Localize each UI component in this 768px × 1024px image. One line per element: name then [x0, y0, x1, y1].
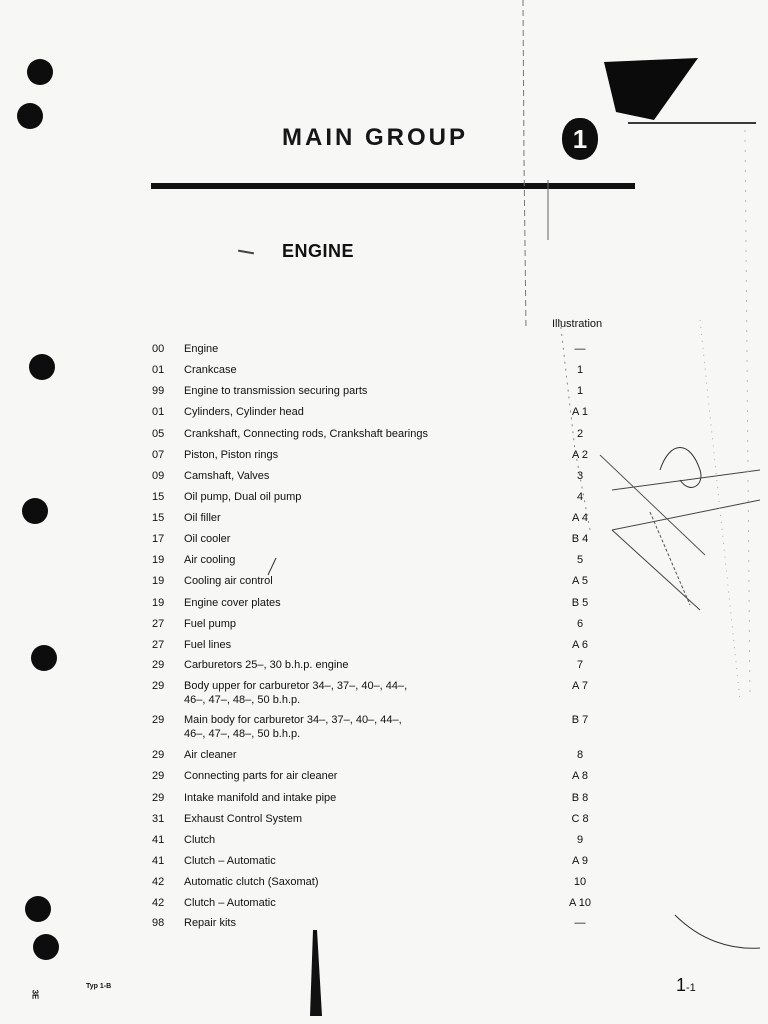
punch-hole: [33, 934, 59, 960]
part-description: [184, 679, 474, 707]
part-description: Air cooling: [184, 554, 236, 566]
part-description: Crankcase: [184, 364, 237, 376]
group-code: 01: [152, 406, 165, 418]
part-description: Camshaft, Valves: [184, 470, 270, 482]
part-description: Automatic clutch (Saxomat): [184, 876, 319, 888]
group-code: 19: [152, 597, 165, 609]
illustration-ref: A 8: [572, 770, 588, 782]
group-code: 29: [152, 659, 165, 671]
part-description: Intake manifold and intake pipe: [184, 792, 337, 804]
illustration-ref: A 5: [572, 575, 588, 587]
illustration-ref: 10: [573, 876, 587, 888]
group-code: 19: [152, 575, 165, 587]
group-code: 29: [152, 680, 165, 692]
group-code: 42: [152, 897, 165, 909]
group-code: 42: [152, 876, 165, 888]
illustration-ref: 2: [576, 428, 584, 440]
illustration-ref: B 4: [571, 533, 589, 545]
footer-side-mark: 3E: [30, 989, 40, 1000]
illustration-ref: C 8: [571, 813, 589, 825]
punch-hole: [22, 498, 48, 524]
group-code: 41: [152, 834, 165, 846]
part-description: Connecting parts for air cleaner: [184, 770, 338, 782]
part-description-line: Main body for carburetor 34–, 37–, 40–, 44–,: [184, 714, 402, 726]
part-description: Piston, Piston rings: [184, 449, 279, 461]
section-title: ENGINE: [282, 241, 355, 261]
header-rule: [628, 122, 756, 124]
page-number: [676, 975, 696, 996]
part-description: Clutch – Automatic: [184, 855, 276, 867]
group-code: 01: [152, 364, 165, 376]
illustration-ref: 9: [576, 834, 584, 846]
section-dash: [238, 250, 254, 255]
main-group-title: MAIN GROUP: [282, 124, 468, 151]
illustration-ref: A 7: [572, 680, 588, 692]
group-code: 29: [152, 792, 165, 804]
part-description-line: Body upper for carburetor 34–, 37–, 40–, 44–,: [184, 680, 408, 692]
part-description: Oil filler: [184, 512, 221, 524]
part-description: Clutch – Automatic: [184, 897, 276, 909]
illustration-ref: B 7: [571, 714, 589, 726]
part-description: Oil pump, Dual oil pump: [184, 491, 302, 503]
group-code: 31: [152, 813, 165, 825]
illustration-ref: A 10: [568, 897, 592, 909]
part-description-line: 46–, 47–, 48–, 50 b.h.p.: [184, 728, 301, 740]
part-description: Crankshaft, Connecting rods, Crankshaft bearings: [184, 428, 428, 440]
part-description: Fuel lines: [184, 639, 232, 651]
group-code: 98: [152, 917, 165, 929]
group-code: 15: [152, 512, 165, 524]
illustration-ref: 5: [576, 554, 584, 566]
illustration-ref: 4: [576, 491, 584, 503]
illustration-ref: A 1: [572, 406, 588, 418]
illustration-ref: 1: [576, 385, 584, 397]
part-description: Repair kits: [184, 917, 236, 929]
illustration-ref: 6: [576, 618, 584, 630]
group-code: 19: [152, 554, 165, 566]
group-code: 00: [152, 343, 165, 355]
group-code: 27: [152, 639, 165, 651]
group-code: 05: [152, 428, 165, 440]
part-description: Exhaust Control System: [184, 813, 302, 825]
title-divider: [151, 183, 635, 189]
part-description: Engine to transmission securing parts: [184, 385, 368, 397]
illustration-ref: A 6: [572, 639, 588, 651]
illustration-ref: —: [574, 343, 586, 355]
group-code: 99: [152, 385, 165, 397]
part-description: Carburetors 25–, 30 b.h.p. engine: [184, 659, 349, 671]
group-code: 17: [152, 533, 165, 545]
illustration-ref: B 5: [571, 597, 589, 609]
part-description: Oil cooler: [184, 533, 231, 545]
punch-hole: [25, 896, 51, 922]
group-code: 07: [152, 449, 165, 461]
illustration-ref: A 2: [572, 449, 588, 461]
part-description: Clutch: [184, 834, 216, 846]
part-description: Engine cover plates: [184, 597, 281, 609]
illustration-ref: 8: [576, 749, 584, 761]
illustration-column-header: Illustration: [552, 318, 603, 330]
illustration-ref: A 4: [572, 512, 588, 524]
illustration-ref: —: [574, 917, 586, 929]
corner-tab-marker: [604, 58, 698, 120]
page-number-main: 1: [676, 975, 687, 995]
group-code: 27: [152, 618, 165, 630]
illustration-ref: B 8: [571, 792, 589, 804]
illustration-ref: 1: [576, 364, 584, 376]
group-code: 29: [152, 714, 165, 726]
footer-type-label: Typ 1-B: [86, 983, 112, 990]
part-description-line: 46–, 47–, 48–, 50 b.h.p.: [184, 694, 301, 706]
punch-hole: [31, 645, 57, 671]
part-description: Fuel pump: [184, 618, 236, 630]
group-code: 29: [152, 749, 165, 761]
part-description: [184, 713, 474, 741]
illustration-ref: 3: [576, 470, 584, 482]
part-description: Cooling air control: [184, 575, 273, 587]
page-number-sub: -1: [686, 982, 696, 994]
part-description: Engine: [184, 343, 219, 355]
part-description: Cylinders, Cylinder head: [184, 406, 304, 418]
punch-hole: [17, 103, 43, 129]
punch-hole: [27, 59, 53, 85]
part-description: Air cleaner: [184, 749, 237, 761]
punch-hole: [29, 354, 55, 380]
illustration-ref: A 9: [572, 855, 588, 867]
group-code: 41: [152, 855, 165, 867]
group-code: 15: [152, 491, 165, 503]
group-number-badge: 1: [562, 118, 598, 160]
illustration-ref: 7: [576, 659, 584, 671]
group-code: 29: [152, 770, 165, 782]
group-code: 09: [152, 470, 165, 482]
